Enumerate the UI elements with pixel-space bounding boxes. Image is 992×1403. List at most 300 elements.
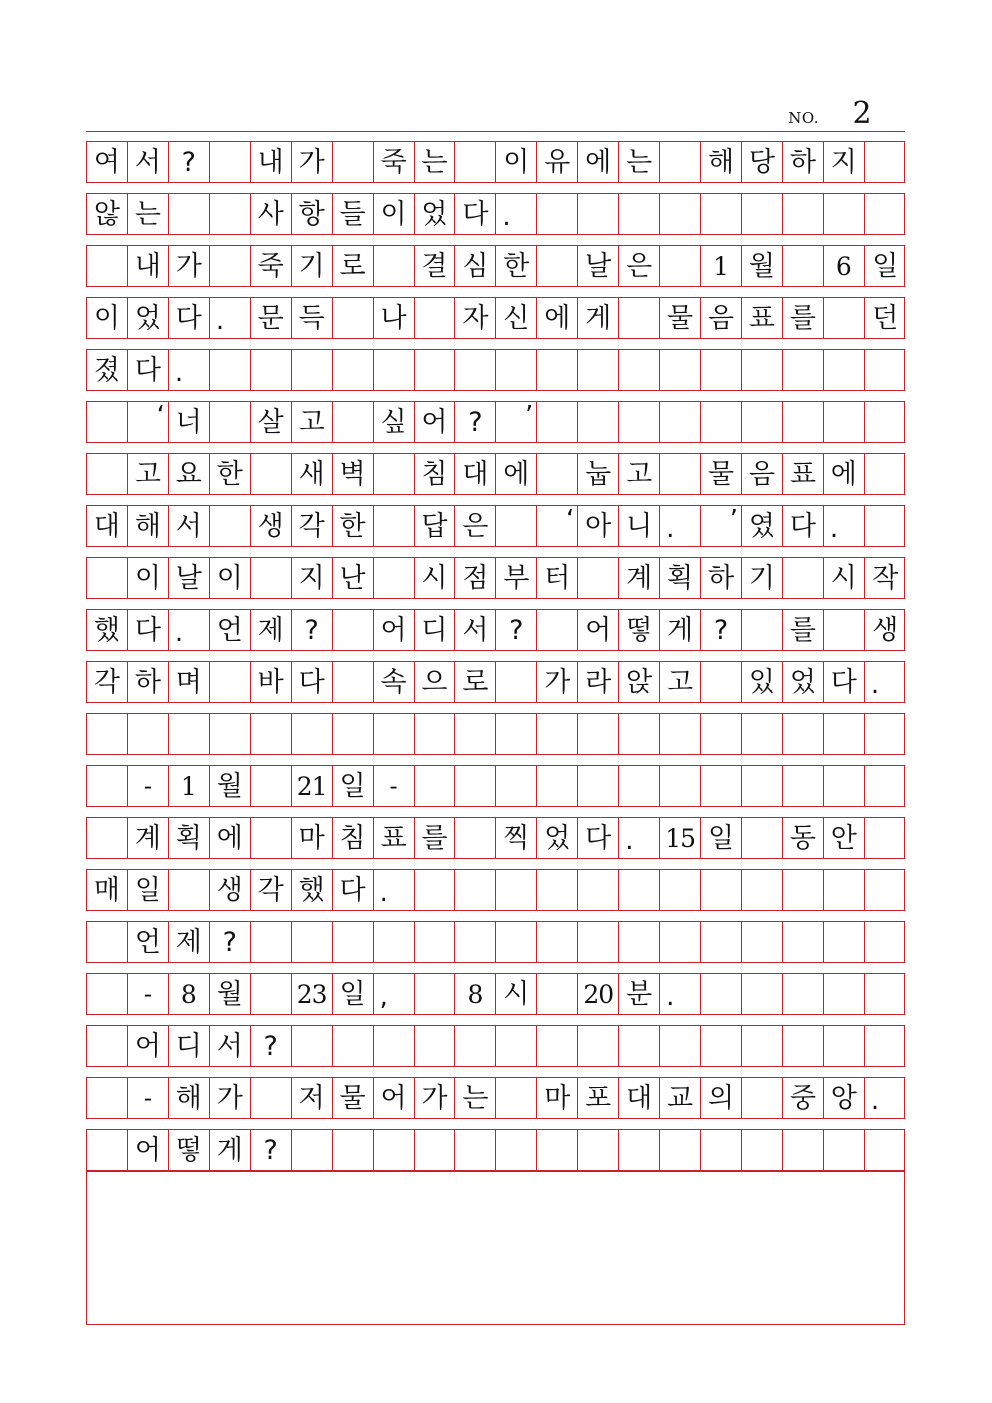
manuscript-cell[interactable]: . xyxy=(169,350,210,390)
manuscript-cell[interactable]: 게 xyxy=(578,298,619,338)
manuscript-cell[interactable]: 매 xyxy=(87,870,128,910)
manuscript-cell[interactable]: 다 xyxy=(128,610,169,650)
manuscript-cell[interactable]: 는 xyxy=(455,1078,496,1118)
manuscript-cell[interactable]: 서 xyxy=(210,1026,251,1066)
manuscript-cell-empty[interactable] xyxy=(537,454,578,494)
manuscript-cell[interactable]: 여 xyxy=(87,142,128,182)
manuscript-cell-empty[interactable] xyxy=(87,1130,128,1170)
manuscript-cell[interactable]: 죽 xyxy=(374,142,415,182)
manuscript-cell-empty[interactable] xyxy=(783,246,824,286)
manuscript-cell[interactable]: 중 xyxy=(783,1078,824,1118)
manuscript-cell[interactable]: 물 xyxy=(701,454,742,494)
manuscript-cell[interactable]: 아 xyxy=(578,506,619,546)
manuscript-cell-empty[interactable] xyxy=(537,350,578,390)
manuscript-cell-empty[interactable] xyxy=(251,818,292,858)
manuscript-cell-empty[interactable] xyxy=(455,818,496,858)
manuscript-cell-empty[interactable] xyxy=(251,974,292,1014)
manuscript-cell-empty[interactable] xyxy=(865,402,906,442)
manuscript-cell[interactable]: 고 xyxy=(292,402,333,442)
manuscript-cell[interactable]: 죽 xyxy=(251,246,292,286)
manuscript-cell-empty[interactable] xyxy=(87,818,128,858)
manuscript-cell-empty[interactable] xyxy=(415,766,456,806)
manuscript-cell[interactable]: 서 xyxy=(128,142,169,182)
manuscript-cell-empty[interactable] xyxy=(619,298,660,338)
manuscript-cell[interactable]: 일 xyxy=(333,974,374,1014)
manuscript-cell[interactable]: 은 xyxy=(455,506,496,546)
manuscript-cell-empty[interactable] xyxy=(701,974,742,1014)
manuscript-cell-empty[interactable] xyxy=(619,350,660,390)
manuscript-cell-empty[interactable] xyxy=(578,194,619,234)
manuscript-cell[interactable]: 사 xyxy=(251,194,292,234)
manuscript-cell-empty[interactable] xyxy=(578,558,619,598)
manuscript-cell-empty[interactable] xyxy=(210,246,251,286)
manuscript-cell-empty[interactable] xyxy=(742,1026,783,1066)
manuscript-cell-empty[interactable] xyxy=(374,350,415,390)
manuscript-cell-empty[interactable] xyxy=(865,1026,906,1066)
manuscript-cell[interactable]: 이 xyxy=(128,558,169,598)
manuscript-cell-empty[interactable] xyxy=(824,1130,865,1170)
manuscript-cell-empty[interactable] xyxy=(169,714,210,754)
manuscript-cell[interactable]: 었 xyxy=(537,818,578,858)
manuscript-cell[interactable]: 표 xyxy=(783,454,824,494)
manuscript-cell[interactable]: 당 xyxy=(742,142,783,182)
manuscript-cell[interactable]: 월 xyxy=(210,974,251,1014)
manuscript-cell[interactable]: 들 xyxy=(333,194,374,234)
manuscript-cell-empty[interactable] xyxy=(865,870,906,910)
manuscript-cell-empty[interactable] xyxy=(783,870,824,910)
manuscript-cell-empty[interactable] xyxy=(496,870,537,910)
manuscript-cell-empty[interactable] xyxy=(578,766,619,806)
manuscript-cell-empty[interactable] xyxy=(701,870,742,910)
manuscript-cell[interactable]: 다 xyxy=(578,818,619,858)
manuscript-cell[interactable]: 터 xyxy=(537,558,578,598)
manuscript-cell[interactable]: 했 xyxy=(292,870,333,910)
manuscript-cell-empty[interactable] xyxy=(824,974,865,1014)
manuscript-cell-empty[interactable] xyxy=(537,402,578,442)
manuscript-cell-empty[interactable] xyxy=(210,350,251,390)
manuscript-cell[interactable]: - xyxy=(374,766,415,806)
manuscript-cell[interactable]: 포 xyxy=(578,1078,619,1118)
manuscript-cell[interactable]: 의 xyxy=(701,1078,742,1118)
manuscript-cell[interactable]: 고 xyxy=(128,454,169,494)
manuscript-cell-empty[interactable] xyxy=(333,662,374,702)
manuscript-cell[interactable]: 니 xyxy=(619,506,660,546)
manuscript-cell[interactable]: 이 xyxy=(496,142,537,182)
manuscript-cell[interactable]: 내 xyxy=(251,142,292,182)
manuscript-cell[interactable]: 지 xyxy=(292,558,333,598)
manuscript-cell[interactable]: 가 xyxy=(169,246,210,286)
manuscript-cell[interactable]: - xyxy=(128,766,169,806)
manuscript-cell-empty[interactable] xyxy=(210,402,251,442)
manuscript-cell-empty[interactable] xyxy=(660,246,701,286)
manuscript-cell[interactable]: 않 xyxy=(87,194,128,234)
manuscript-cell[interactable]: 계 xyxy=(619,558,660,598)
manuscript-cell-empty[interactable] xyxy=(374,506,415,546)
manuscript-cell-empty[interactable] xyxy=(660,922,701,962)
manuscript-cell[interactable]: 있 xyxy=(742,662,783,702)
manuscript-cell[interactable]: 지 xyxy=(824,142,865,182)
manuscript-cell-empty[interactable] xyxy=(783,714,824,754)
manuscript-cell-empty[interactable] xyxy=(742,922,783,962)
manuscript-cell-empty[interactable] xyxy=(619,1130,660,1170)
manuscript-cell[interactable]: . xyxy=(169,610,210,650)
manuscript-cell[interactable]: 각 xyxy=(87,662,128,702)
manuscript-cell[interactable]: 떻 xyxy=(169,1130,210,1170)
manuscript-cell-empty[interactable] xyxy=(537,766,578,806)
manuscript-cell-empty[interactable] xyxy=(619,402,660,442)
manuscript-cell-empty[interactable] xyxy=(578,922,619,962)
manuscript-cell[interactable]: 었 xyxy=(128,298,169,338)
manuscript-cell-empty[interactable] xyxy=(537,974,578,1014)
manuscript-cell[interactable]: 가 xyxy=(415,1078,456,1118)
manuscript-cell[interactable]: 유 xyxy=(537,142,578,182)
manuscript-cell-empty[interactable] xyxy=(660,194,701,234)
manuscript-cell[interactable]: 21 xyxy=(292,766,333,806)
manuscript-cell[interactable]: 에 xyxy=(824,454,865,494)
manuscript-cell[interactable]: ? xyxy=(292,610,333,650)
manuscript-cell-empty[interactable] xyxy=(251,1078,292,1118)
manuscript-cell-empty[interactable] xyxy=(701,1130,742,1170)
manuscript-cell-empty[interactable] xyxy=(496,766,537,806)
manuscript-cell-empty[interactable] xyxy=(578,1130,619,1170)
manuscript-cell[interactable]: ? xyxy=(496,610,537,650)
manuscript-cell[interactable]: - xyxy=(128,974,169,1014)
manuscript-cell[interactable]: 고 xyxy=(660,662,701,702)
manuscript-cell-empty[interactable] xyxy=(865,974,906,1014)
manuscript-cell-empty[interactable] xyxy=(292,1130,333,1170)
manuscript-cell[interactable]: 저 xyxy=(292,1078,333,1118)
manuscript-cell[interactable]: 다 xyxy=(333,870,374,910)
manuscript-cell[interactable]: 은 xyxy=(619,246,660,286)
manuscript-cell-empty[interactable] xyxy=(455,922,496,962)
manuscript-cell-empty[interactable] xyxy=(578,870,619,910)
manuscript-cell[interactable]: 각 xyxy=(292,506,333,546)
manuscript-cell[interactable]: 한 xyxy=(210,454,251,494)
manuscript-cell-empty[interactable] xyxy=(251,350,292,390)
manuscript-cell-empty[interactable] xyxy=(865,194,906,234)
manuscript-cell-empty[interactable] xyxy=(455,142,496,182)
manuscript-cell-empty[interactable] xyxy=(660,454,701,494)
manuscript-cell[interactable]: 내 xyxy=(128,246,169,286)
manuscript-cell[interactable]: 23 xyxy=(292,974,333,1014)
manuscript-cell-empty[interactable] xyxy=(824,350,865,390)
manuscript-cell[interactable]: 가 xyxy=(210,1078,251,1118)
manuscript-cell-empty[interactable] xyxy=(701,922,742,962)
manuscript-cell[interactable]: 신 xyxy=(496,298,537,338)
manuscript-cell[interactable]: 언 xyxy=(210,610,251,650)
manuscript-cell-empty[interactable] xyxy=(824,922,865,962)
manuscript-cell[interactable]: 분 xyxy=(619,974,660,1014)
manuscript-cell[interactable]: 동 xyxy=(783,818,824,858)
manuscript-cell-empty[interactable] xyxy=(537,714,578,754)
manuscript-cell-empty[interactable] xyxy=(619,766,660,806)
manuscript-cell[interactable]: 이 xyxy=(210,558,251,598)
manuscript-cell[interactable]: 작 xyxy=(872,562,899,594)
manuscript-cell[interactable]: 를 xyxy=(415,818,456,858)
manuscript-cell-empty[interactable] xyxy=(333,142,374,182)
manuscript-cell-empty[interactable] xyxy=(701,766,742,806)
manuscript-cell[interactable]: 심 xyxy=(455,246,496,286)
manuscript-cell[interactable]: 던 xyxy=(872,302,899,334)
manuscript-cell[interactable]: ? xyxy=(210,922,251,962)
manuscript-cell-empty[interactable] xyxy=(537,922,578,962)
manuscript-cell[interactable]: 이 xyxy=(87,298,128,338)
manuscript-cell-empty[interactable] xyxy=(537,1026,578,1066)
manuscript-cell-empty[interactable] xyxy=(455,1026,496,1066)
manuscript-cell-empty[interactable] xyxy=(496,922,537,962)
manuscript-cell[interactable]: 음 xyxy=(742,454,783,494)
manuscript-cell-empty[interactable] xyxy=(783,558,824,598)
manuscript-cell[interactable]: 에 xyxy=(210,818,251,858)
manuscript-cell-empty[interactable] xyxy=(537,870,578,910)
manuscript-cell-empty[interactable] xyxy=(660,714,701,754)
manuscript-cell[interactable]: 벽 xyxy=(333,454,374,494)
manuscript-cell[interactable]: 문 xyxy=(251,298,292,338)
manuscript-cell[interactable]: 시 xyxy=(415,558,456,598)
manuscript-cell[interactable]: 로 xyxy=(333,246,374,286)
manuscript-cell[interactable]: 하 xyxy=(783,142,824,182)
manuscript-cell[interactable]: 는 xyxy=(128,194,169,234)
manuscript-cell-empty[interactable] xyxy=(415,714,456,754)
manuscript-cell[interactable]: 날 xyxy=(578,246,619,286)
manuscript-cell[interactable]: 앙 xyxy=(824,1078,865,1118)
manuscript-cell-empty[interactable] xyxy=(783,1130,824,1170)
manuscript-cell-empty[interactable] xyxy=(660,870,701,910)
manuscript-cell[interactable]: 너 xyxy=(169,402,210,442)
manuscript-cell-empty[interactable] xyxy=(865,818,906,858)
manuscript-cell-empty[interactable] xyxy=(824,298,865,338)
manuscript-cell-empty[interactable] xyxy=(415,1026,456,1066)
manuscript-cell-empty[interactable] xyxy=(87,974,128,1014)
manuscript-cell-empty[interactable] xyxy=(537,610,578,650)
manuscript-cell[interactable]: 떻 xyxy=(619,610,660,650)
manuscript-cell[interactable]: 1 xyxy=(169,766,210,806)
manuscript-cell-empty[interactable] xyxy=(496,506,537,546)
manuscript-cell-empty[interactable] xyxy=(374,922,415,962)
manuscript-cell[interactable]: 살 xyxy=(251,402,292,442)
manuscript-cell-empty[interactable] xyxy=(824,402,865,442)
manuscript-cell[interactable]: 어 xyxy=(128,1026,169,1066)
manuscript-cell-empty[interactable] xyxy=(701,1026,742,1066)
manuscript-cell[interactable]: 를 xyxy=(783,610,824,650)
manuscript-cell-empty[interactable] xyxy=(333,298,374,338)
manuscript-cell[interactable]: 다 xyxy=(169,298,210,338)
manuscript-cell[interactable]: 는 xyxy=(415,142,456,182)
manuscript-cell-empty[interactable] xyxy=(292,714,333,754)
manuscript-cell-empty[interactable] xyxy=(742,194,783,234)
manuscript-cell-empty[interactable] xyxy=(701,662,742,702)
manuscript-cell[interactable]: 어 xyxy=(374,1078,415,1118)
manuscript-cell-empty[interactable] xyxy=(496,1130,537,1170)
manuscript-cell-empty[interactable] xyxy=(619,714,660,754)
manuscript-cell[interactable]: 자 xyxy=(455,298,496,338)
manuscript-cell[interactable]: 침 xyxy=(415,454,456,494)
manuscript-cell-empty[interactable] xyxy=(455,870,496,910)
manuscript-cell-empty[interactable] xyxy=(783,194,824,234)
manuscript-cell[interactable]: 15 xyxy=(660,818,701,858)
manuscript-cell[interactable]: 이 xyxy=(374,194,415,234)
manuscript-cell[interactable]: 요 xyxy=(169,454,210,494)
manuscript-cell[interactable]: . xyxy=(824,506,865,546)
manuscript-cell-empty[interactable] xyxy=(783,974,824,1014)
manuscript-cell[interactable]: 로 xyxy=(455,662,496,702)
manuscript-cell[interactable]: 대 xyxy=(619,1078,660,1118)
manuscript-cell[interactable]: 에 xyxy=(537,298,578,338)
manuscript-cell[interactable]: 해 xyxy=(128,506,169,546)
manuscript-cell[interactable]: . xyxy=(660,506,701,546)
manuscript-cell[interactable]: 고 xyxy=(619,454,660,494)
manuscript-cell[interactable]: 계 xyxy=(128,818,169,858)
manuscript-cell-empty[interactable] xyxy=(210,142,251,182)
manuscript-cell[interactable]: 8 xyxy=(455,974,496,1014)
manuscript-cell-empty[interactable] xyxy=(824,1026,865,1066)
manuscript-cell[interactable]: ? xyxy=(169,142,210,182)
manuscript-cell-empty[interactable] xyxy=(292,350,333,390)
manuscript-cell-empty[interactable] xyxy=(660,142,701,182)
manuscript-cell[interactable]: - xyxy=(128,1078,169,1118)
manuscript-cell[interactable]: 마 xyxy=(537,1078,578,1118)
manuscript-cell[interactable]: 표 xyxy=(374,818,415,858)
manuscript-cell[interactable]: 에 xyxy=(578,142,619,182)
manuscript-cell-empty[interactable] xyxy=(660,1130,701,1170)
manuscript-cell[interactable]: 물 xyxy=(333,1078,374,1118)
manuscript-cell-empty[interactable] xyxy=(824,766,865,806)
manuscript-cell[interactable]: 난 xyxy=(333,558,374,598)
manuscript-cell[interactable]: 득 xyxy=(292,298,333,338)
manuscript-cell[interactable]: 앉 xyxy=(619,662,660,702)
manuscript-cell[interactable]: 생 xyxy=(251,506,292,546)
manuscript-cell-empty[interactable] xyxy=(374,454,415,494)
manuscript-cell-empty[interactable] xyxy=(783,1026,824,1066)
manuscript-cell[interactable]: ? xyxy=(701,610,742,650)
manuscript-cell-empty[interactable] xyxy=(865,350,906,390)
manuscript-cell[interactable]: 바 xyxy=(251,662,292,702)
manuscript-cell[interactable]: 일 xyxy=(128,870,169,910)
manuscript-cell-empty[interactable] xyxy=(333,402,374,442)
manuscript-cell-empty[interactable] xyxy=(333,1130,374,1170)
manuscript-cell-empty[interactable] xyxy=(824,714,865,754)
manuscript-cell[interactable]: 다 xyxy=(455,194,496,234)
manuscript-cell-empty[interactable] xyxy=(496,662,537,702)
manuscript-cell-empty[interactable] xyxy=(783,922,824,962)
manuscript-cell[interactable]: 으 xyxy=(415,662,456,702)
manuscript-cell[interactable]: 침 xyxy=(333,818,374,858)
manuscript-cell-empty[interactable] xyxy=(251,766,292,806)
manuscript-cell[interactable]: 표 xyxy=(742,298,783,338)
manuscript-cell-empty[interactable] xyxy=(742,818,783,858)
manuscript-cell-empty[interactable] xyxy=(865,506,906,546)
manuscript-cell-empty[interactable] xyxy=(292,922,333,962)
manuscript-cell-empty[interactable] xyxy=(742,1130,783,1170)
manuscript-cell-empty[interactable] xyxy=(415,298,456,338)
manuscript-cell-empty[interactable] xyxy=(251,714,292,754)
manuscript-cell[interactable]: ‘ xyxy=(128,402,169,442)
manuscript-cell[interactable]: 어 xyxy=(415,402,456,442)
manuscript-cell[interactable]: 마 xyxy=(292,818,333,858)
manuscript-cell-empty[interactable] xyxy=(701,350,742,390)
manuscript-cell-empty[interactable] xyxy=(333,610,374,650)
manuscript-cell-empty[interactable] xyxy=(660,402,701,442)
manuscript-cell[interactable]: 언 xyxy=(128,922,169,962)
manuscript-cell[interactable]: ? xyxy=(455,402,496,442)
manuscript-cell[interactable]: 다 xyxy=(824,662,865,702)
manuscript-cell-empty[interactable] xyxy=(537,1130,578,1170)
manuscript-cell[interactable]: 게 xyxy=(660,610,701,650)
manuscript-cell[interactable]: . xyxy=(374,870,415,910)
manuscript-cell[interactable]: 를 xyxy=(783,298,824,338)
manuscript-cell-empty[interactable] xyxy=(742,610,783,650)
manuscript-cell[interactable]: 1 xyxy=(701,246,742,286)
manuscript-cell[interactable]: , xyxy=(374,974,415,1014)
manuscript-cell[interactable]: 다 xyxy=(128,350,169,390)
manuscript-cell[interactable]: 찍 xyxy=(496,818,537,858)
manuscript-cell[interactable]: 새 xyxy=(292,454,333,494)
manuscript-cell[interactable]: 8 xyxy=(169,974,210,1014)
manuscript-cell-empty[interactable] xyxy=(701,714,742,754)
manuscript-cell-empty[interactable] xyxy=(210,194,251,234)
manuscript-cell[interactable]: 각 xyxy=(251,870,292,910)
manuscript-cell[interactable]: 가 xyxy=(292,142,333,182)
manuscript-cell-empty[interactable] xyxy=(578,402,619,442)
manuscript-cell-empty[interactable] xyxy=(333,922,374,962)
manuscript-cell[interactable]: 6 xyxy=(824,246,865,286)
manuscript-cell[interactable]: 일 xyxy=(872,250,899,282)
manuscript-cell[interactable]: 날 xyxy=(169,558,210,598)
manuscript-cell[interactable]: 획 xyxy=(660,558,701,598)
manuscript-cell[interactable]: 제 xyxy=(251,610,292,650)
manuscript-cell[interactable]: 대 xyxy=(455,454,496,494)
manuscript-cell[interactable]: 해 xyxy=(701,142,742,182)
manuscript-cell-empty[interactable] xyxy=(865,922,906,962)
manuscript-cell-empty[interactable] xyxy=(210,506,251,546)
manuscript-cell-empty[interactable] xyxy=(87,922,128,962)
manuscript-cell[interactable]: 다 xyxy=(783,506,824,546)
manuscript-cell[interactable]: 라 xyxy=(578,662,619,702)
manuscript-cell[interactable]: 서 xyxy=(169,506,210,546)
manuscript-cell-empty[interactable] xyxy=(333,714,374,754)
manuscript-cell-empty[interactable] xyxy=(455,714,496,754)
manuscript-cell-empty[interactable] xyxy=(619,922,660,962)
manuscript-cell[interactable]: 디 xyxy=(415,610,456,650)
manuscript-cell-empty[interactable] xyxy=(619,194,660,234)
manuscript-cell[interactable]: 었 xyxy=(783,662,824,702)
manuscript-cell[interactable]: 어 xyxy=(128,1130,169,1170)
manuscript-cell-empty[interactable] xyxy=(619,870,660,910)
manuscript-cell-empty[interactable] xyxy=(660,1026,701,1066)
manuscript-cell[interactable]: 다 xyxy=(292,662,333,702)
manuscript-cell-empty[interactable] xyxy=(87,558,128,598)
manuscript-cell-empty[interactable] xyxy=(865,1130,906,1170)
manuscript-cell-empty[interactable] xyxy=(496,350,537,390)
manuscript-cell[interactable]: 한 xyxy=(333,506,374,546)
manuscript-cell-empty[interactable] xyxy=(537,194,578,234)
manuscript-cell[interactable]: 점 xyxy=(455,558,496,598)
manuscript-cell-empty[interactable] xyxy=(169,194,210,234)
manuscript-cell-empty[interactable] xyxy=(578,1026,619,1066)
manuscript-cell[interactable]: 어 xyxy=(578,610,619,650)
manuscript-cell[interactable]: 졌 xyxy=(87,350,128,390)
manuscript-cell-empty[interactable] xyxy=(865,714,906,754)
manuscript-cell[interactable]: 어 xyxy=(374,610,415,650)
manuscript-cell-empty[interactable] xyxy=(742,974,783,1014)
manuscript-cell[interactable]: ? xyxy=(251,1026,292,1066)
manuscript-cell[interactable]: 한 xyxy=(496,246,537,286)
manuscript-cell[interactable]: . xyxy=(210,298,251,338)
manuscript-cell[interactable]: 월 xyxy=(742,246,783,286)
manuscript-cell-empty[interactable] xyxy=(415,1130,456,1170)
manuscript-cell-empty[interactable] xyxy=(374,1026,415,1066)
manuscript-cell-empty[interactable] xyxy=(415,974,456,1014)
